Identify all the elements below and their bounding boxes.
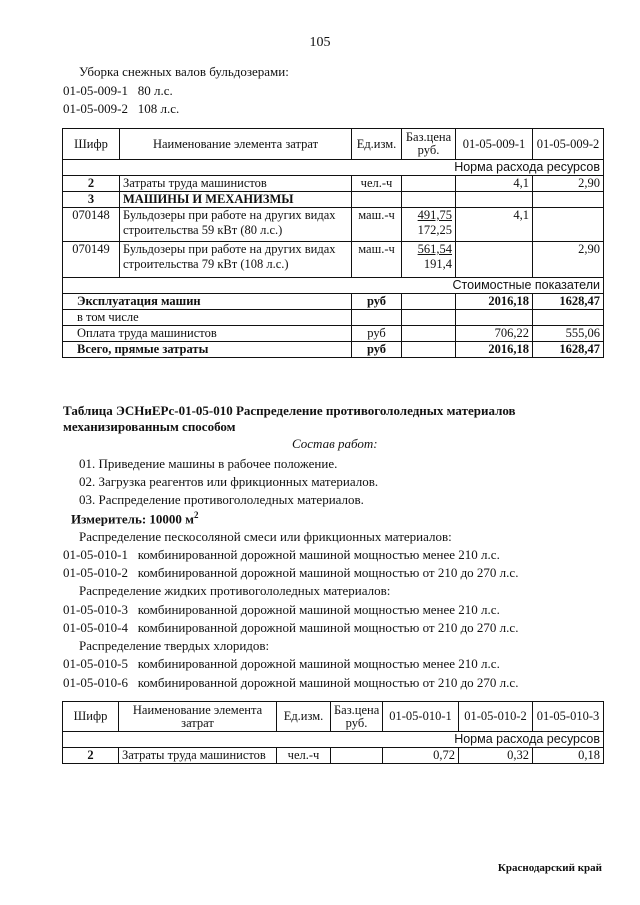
footer-region: Краснодарский край: [497, 862, 602, 874]
table-row: в том числе: [63, 310, 604, 326]
header-cell: Наименование элемента затрат: [119, 702, 277, 732]
table-title-line2: механизированным способом: [63, 419, 236, 434]
header-cell: Баз.цена руб.: [331, 702, 383, 732]
group-item: 01-05-010-2 комбинированной дорожной машиной мощностью от 210 до 270 л.с.: [63, 565, 519, 580]
table-row: 2 Затраты труда машинистов чел.-ч 0,72 0,32 0,18: [63, 748, 604, 764]
table-row: Оплата труда машинистов руб 706,22 555,06: [63, 326, 604, 342]
section1-item: 01-05-009-1 80 л.с.: [63, 83, 173, 98]
table-row: 070148 Бульдозеры при работе на других видах строительства 59 кВт (80 л.с.) маш.-ч 491,75 172,25 4,1: [63, 208, 604, 242]
group-title: Распределение жидких противогололедных материалов:: [79, 583, 391, 598]
table-row: Всего, прямые затраты руб 2016,18 1628,47: [63, 342, 604, 358]
table-row: 070149 Бульдозеры при работе на других видах строительства 79 кВт (108 л.с.) маш.-ч 561,54 191,4 2,90: [63, 242, 604, 278]
norm-label: Норма расхода ресурсов: [63, 732, 604, 748]
page-number: 105: [309, 35, 331, 50]
header-cell: 01-05-009-2: [533, 129, 604, 160]
norm-label: Норма расхода ресурсов: [63, 160, 604, 176]
header-cell: Шифр: [63, 129, 120, 160]
table-title: Таблица ЭСНиЕРс-01-05-010 Распределение противогололедных материалов: [63, 403, 516, 418]
work-item: 03. Распределение противогололедных материалов.: [79, 492, 364, 507]
section1-title: Уборка снежных валов бульдозерами:: [79, 64, 289, 79]
cost-label-row: [63, 278, 604, 294]
group-item: 01-05-010-4 комбинированной дорожной машиной мощностью от 210 до 270 л.с.: [63, 620, 519, 635]
norm-label-row: [63, 160, 604, 176]
header-cell: 01-05-010-1: [383, 702, 459, 732]
header-cell: 01-05-009-1: [456, 129, 533, 160]
group-item: 01-05-010-1 комбинированной дорожной машиной мощностью менее 210 л.с.: [63, 547, 500, 562]
table-row: Эксплуатация машин руб 2016,18 1628,47: [63, 294, 604, 310]
section1-item: 01-05-009-2 108 л.с.: [63, 101, 180, 116]
group-title: Распределение пескосоляной смеси или фрикционных материалов:: [79, 529, 452, 544]
work-item: 02. Загрузка реагентов или фрикционных материалов.: [79, 474, 379, 489]
resource-table-1: [62, 128, 604, 358]
header-cell: Ед.изм.: [352, 129, 402, 160]
header-cell: 01-05-010-3: [533, 702, 604, 732]
header-cell: Шифр: [63, 702, 119, 732]
group-item: 01-05-010-6 комбинированной дорожной машиной мощностью от 210 до 270 л.с.: [63, 675, 519, 690]
work-item: 01. Приведение машины в рабочее положение.: [79, 456, 338, 471]
works-title: Состав работ:: [292, 436, 378, 451]
header-cell: Ед.изм.: [277, 702, 331, 732]
table-row: 2 Затраты труда машинистов чел.-ч 4,1 2,90: [63, 176, 604, 192]
table-row: 3 МАШИНЫ И МЕХАНИЗМЫ: [63, 192, 604, 208]
header-cell: Наименование элемента затрат: [120, 129, 352, 160]
group-title: Распределение твердых хлоридов:: [79, 638, 270, 653]
group-item: 01-05-010-3 комбинированной дорожной машиной мощностью менее 210 л.с.: [63, 602, 500, 617]
header-cell: Баз.цена руб.: [402, 129, 456, 160]
table-header-row: [63, 702, 604, 732]
cost-label: Стоимостные показатели: [63, 278, 604, 294]
meter-label: Измеритель: 10000 $м^2$: [71, 510, 199, 527]
header-cell: 01-05-010-2: [459, 702, 533, 732]
norm-label-row: [63, 732, 604, 748]
group-item: 01-05-010-5 комбинированной дорожной машиной мощностью менее 210 л.с.: [63, 656, 500, 671]
table-header-row: [63, 129, 604, 160]
resource-table-2: [62, 701, 604, 764]
